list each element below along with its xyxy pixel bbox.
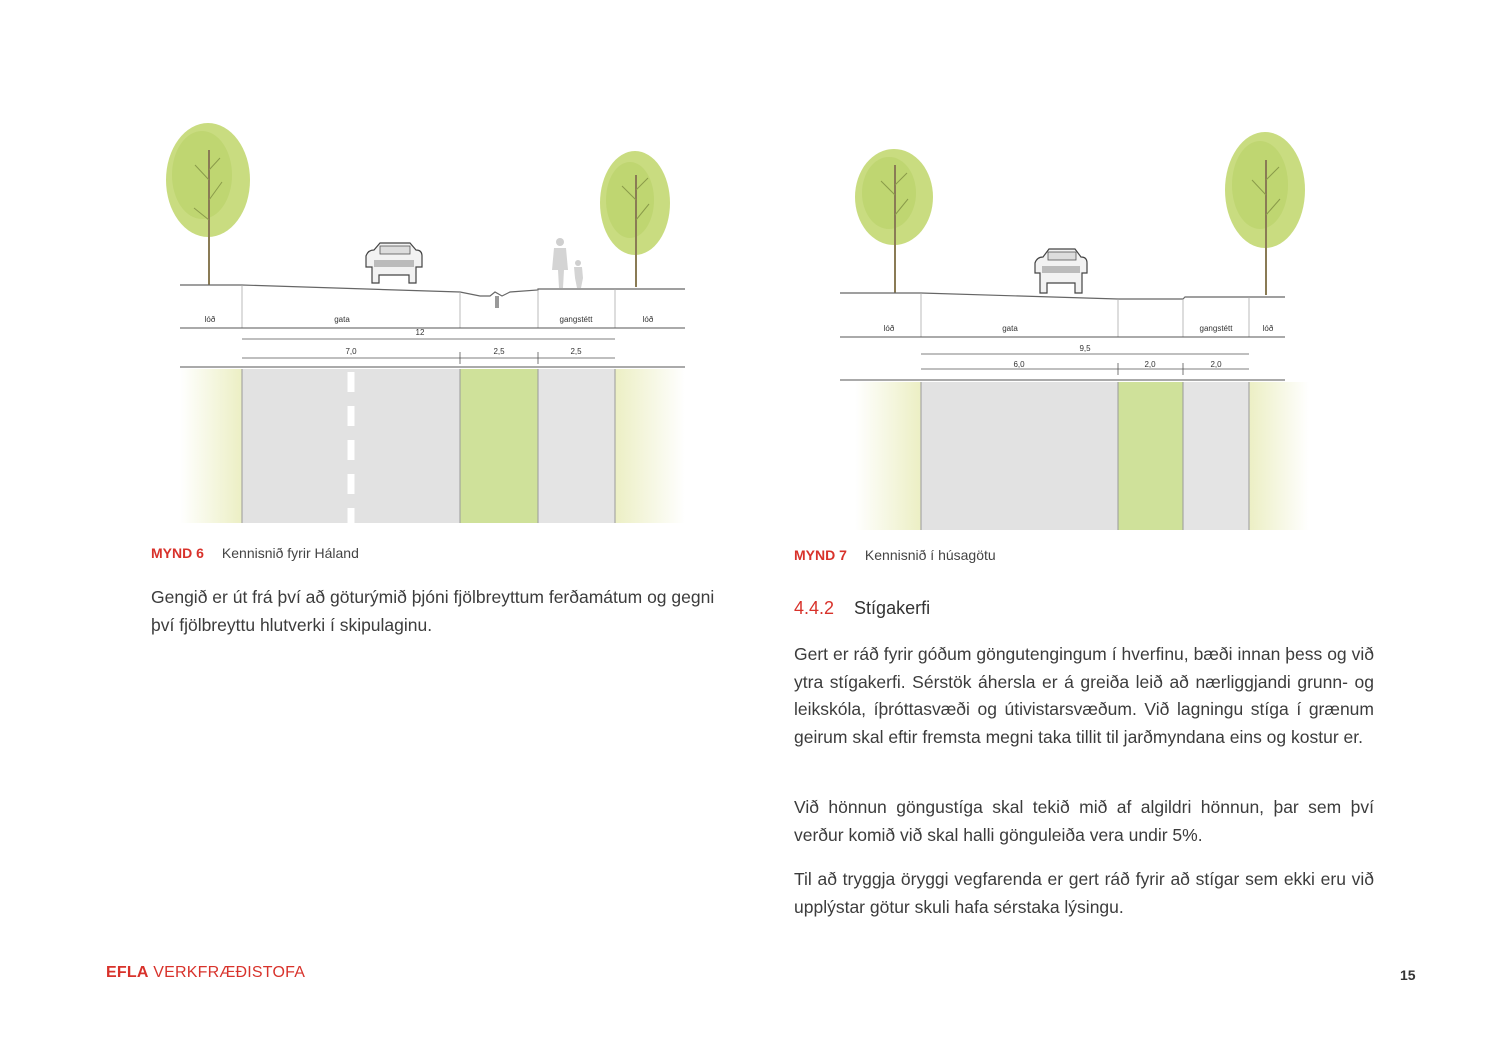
zone-label-lot-right: lóð <box>1262 324 1274 333</box>
zone-label-sidewalk: gangstétt <box>1199 324 1233 333</box>
tree-icon <box>166 123 250 285</box>
logo-text: VERKFRÆÐISTOFA <box>153 964 306 981</box>
dimension-road: 6,0 <box>1013 360 1025 369</box>
dimension-road: 7,0 <box>345 347 357 356</box>
company-logo <box>106 964 305 982</box>
plan-green-strip <box>460 369 538 523</box>
right-paragraph-3: Til að tryggja öryggi vegfarenda er gert ráð fyrir að stígar sem ekki eru við upplýstar götur skuli hafa sérstaka lýsingu. <box>794 869 1374 917</box>
dimension-green: 2,0 <box>1144 360 1156 369</box>
zone-label-lot-left: lóð <box>204 315 216 324</box>
section-number: 4.4.2 <box>794 598 835 618</box>
street-section-drawing-6 <box>150 120 710 530</box>
plan-sidewalk <box>1183 382 1249 530</box>
figure-7-caption <box>794 547 996 563</box>
plan-lot-right <box>1249 382 1309 530</box>
street-section-drawing-7 <box>795 125 1385 535</box>
car-icon <box>366 243 422 283</box>
zone-label-lot-right: lóð <box>642 315 654 324</box>
section-title: Stígakerfi <box>854 598 931 618</box>
dimension-green: 2,5 <box>493 347 505 356</box>
right-paragraph-2: Við hönnun göngustíga skal tekið mið af algildri hönnun, þar sem því verður komið við skal halli gönguleiða vera undir 5%. <box>794 797 1374 845</box>
page-number: 15 <box>1400 967 1416 983</box>
figure-6-caption <box>151 545 359 561</box>
plan-lot-right <box>615 369 685 523</box>
zone-label-sidewalk: gangstétt <box>559 315 593 324</box>
zone-label-lot-left: lóð <box>883 324 895 333</box>
tree-icon <box>855 149 933 293</box>
figure-6 <box>150 120 710 530</box>
figure-label: MYND 6 <box>151 545 204 561</box>
figure-7 <box>795 125 1385 535</box>
logo-bold-text: EFLA <box>106 964 149 981</box>
tree-icon <box>600 151 670 287</box>
left-paragraph: Gengið er út frá því að göturýmið þjóni fjölbreyttum ferðamátum og gegni því fjölbreyttu hlutverki í skipulaginu. <box>151 587 715 635</box>
car-icon <box>1035 249 1087 293</box>
section-heading <box>794 598 930 619</box>
zone-label-road: gata <box>334 315 350 324</box>
tree-icon <box>1225 132 1305 295</box>
dimension-sidewalk: 2,5 <box>570 347 582 356</box>
figure-caption-text: Kennisnið fyrir Háland <box>221 545 359 561</box>
dimension-total: 12 <box>415 328 425 337</box>
plan-lot-left <box>855 382 921 530</box>
plan-sidewalk <box>538 369 615 523</box>
plan-lot-left <box>180 369 242 523</box>
figure-label: MYND 7 <box>794 547 847 563</box>
plan-road <box>921 382 1118 530</box>
pedestrian-icon <box>552 238 583 288</box>
plan-green-strip <box>1118 382 1183 530</box>
zone-label-road: gata <box>1002 324 1018 333</box>
right-paragraph-1: Gert er ráð fyrir góðum göngutengingum í hverfinu, bæði innan þess og við ytra stígakerfi. Sérstök áhersla er á greiða leið að nærliggjandi grunn- og leikskóla, íþróttasvæði og útivistarsvæðum. Við lagningu stíga í grænum geirum skal eftir fremsta megni taka tillit til jarðmyndana eins og kostur er. <box>794 644 1374 747</box>
dimension-total: 9,5 <box>1079 344 1091 353</box>
figure-caption-text: Kennisnið í húsagötu <box>864 547 996 563</box>
dimension-sidewalk: 2,0 <box>1210 360 1222 369</box>
